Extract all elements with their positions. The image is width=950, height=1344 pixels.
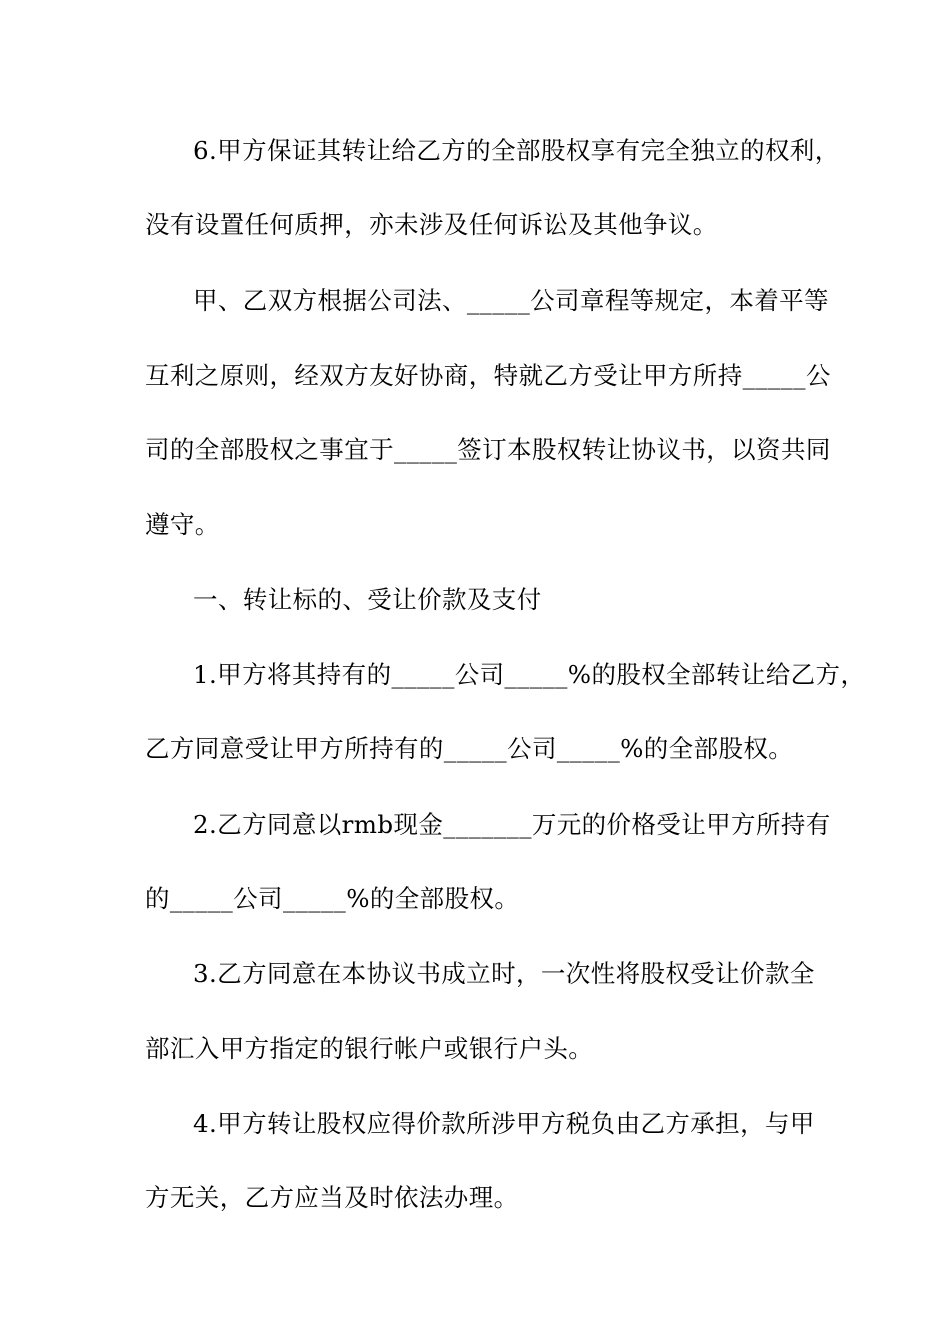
clause-4-line-2: 方无关，乙方应当及时依法办理。 (145, 1183, 519, 1212)
preamble-line-3: 司的全部股权之事宜于_____签订本股权转让协议书，以资共同 (145, 435, 831, 464)
clause-4-line-1: 4.甲方转让股权应得价款所涉甲方税负由乙方承担，与甲 (193, 1109, 815, 1138)
clause-2-line-1: 2.乙方同意以rmb现金_______万元的价格受让甲方所持有 (193, 810, 831, 839)
clause-3-line-2: 部汇入甲方指定的银行帐户或银行户头。 (145, 1034, 594, 1063)
section-heading: 一、转让标的、受让价款及支付 (193, 585, 542, 614)
clause-2-line-2: 的_____公司_____%的全部股权。 (145, 884, 520, 913)
clause-3-line-1: 3.乙方同意在本协议书成立时，一次性将股权受让价款全 (193, 959, 815, 988)
clause-6-line-1: 6.甲方保证其转让给乙方的全部股权享有完全独立的权利， (193, 136, 840, 165)
clause-1-line-2: 乙方同意受让甲方所持有的_____公司_____%的全部股权。 (145, 734, 794, 763)
preamble-line-2: 互利之原则，经双方友好协商，特就乙方受让甲方所持_____公 (145, 361, 831, 390)
preamble-line-1: 甲、乙双方根据公司法、_____公司章程等规定，本着平等 (193, 286, 829, 315)
clause-6-line-2: 没有设置任何质押，亦未涉及任何诉讼及其他争议。 (145, 210, 718, 239)
clause-1-line-1: 1.甲方将其持有的_____公司_____%的股权全部转让给乙方， (193, 660, 866, 689)
preamble-line-4: 遵守。 (145, 510, 220, 539)
